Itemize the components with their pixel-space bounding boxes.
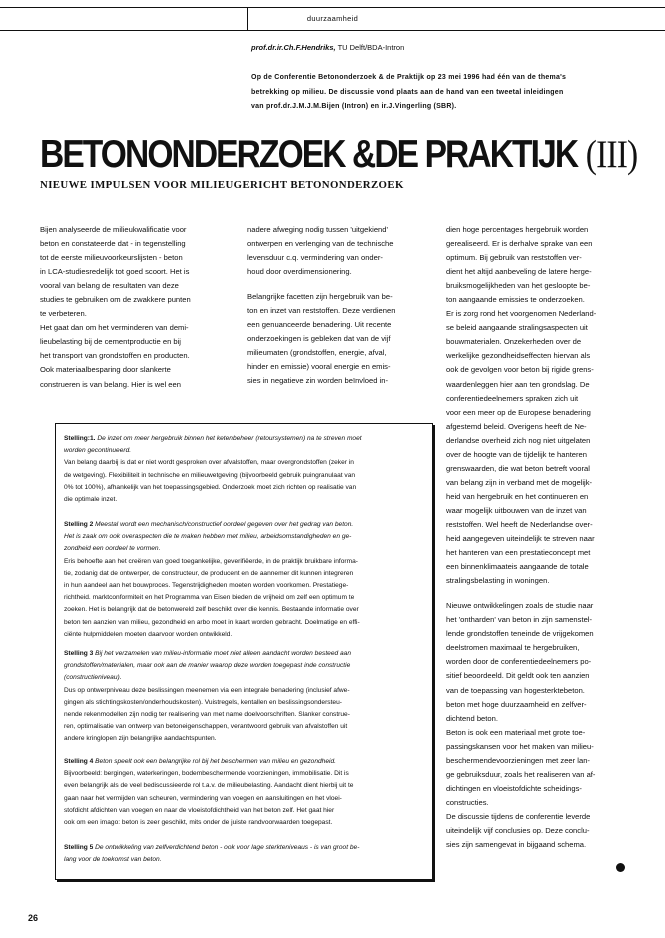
text-line: een genuanceerde benadering. Uit recente <box>247 320 392 330</box>
text-line: ook de gevolgen voor beton bij rigide grens- <box>446 365 594 375</box>
text-line: grenswaarden, die wat beton betreft vooral <box>446 463 590 473</box>
statement-body-line: in hun aandeel aan het bouwproces. Tegenstrijdigheden moeten worden voorkomen. Prestatiege- <box>64 582 349 590</box>
text-line: lende grondstoffen teneinde de vrijgekomen <box>446 629 594 639</box>
text-line: Belangrijke facetten zijn hergebruik van be- <box>247 292 393 302</box>
statement-body-line: beton ten aanzien van milieu, gezondheid en arbo moet in kaart worden gebracht. Doelmatige en effi- <box>64 618 360 626</box>
statement-label: Stelling 2 <box>64 521 94 528</box>
statement-body-line: Bijvoorbeeld: bergingen, waterkeringen, bodembeschermende voorzieningen, immobilisatie. Dit is <box>64 770 349 778</box>
text-line: se beleid aangaande stralingsaspecten uit <box>446 323 588 333</box>
statement-body-line: ook om een imago: beton is zeer geschikt, mits onder de juiste randvoorwaarden toegepast. <box>64 819 333 827</box>
text-line: passingskansen voor het maken van milieu- <box>446 741 594 751</box>
statement-body-line: richtheid. marktconformiteit en het Programma van Eisen bieden de vrijheid om zelf een optimum te <box>64 594 355 602</box>
text-line: Er is zorg rond het voorgenomen Nederland- <box>446 309 597 319</box>
section-label: duurzaamheid <box>306 14 359 23</box>
text-line: levensduur c.q. vermindering van onder- <box>247 253 383 263</box>
statement-text: grondstoffen/materialen, maar ook aan de manier waarop deze worden toegepast inde constructie <box>64 662 351 670</box>
statement-label: Stelling 3 <box>64 650 94 657</box>
article-subtitle: NIEUWE IMPULSEN VOOR MILIEUGERICHT BETONONDERZOEK <box>40 179 404 191</box>
statement-body-line: Dus op ontwerpniveau deze beslissingen meenemen via een integrale benadering (inclusief afwe- <box>64 686 350 694</box>
statement-body-line: zoeken. Het is belangrijk dat de betonwereld zelf beschikt over die kennis. Bestaande informatie over <box>64 606 359 614</box>
text-line: een binnenklimaateis aangaande de totale <box>446 562 589 572</box>
title-main: BETONONDERZOEK &DE PRAKTIJK <box>40 133 578 176</box>
text-line: deelstromen maximaal te hergebruiken, <box>446 643 580 653</box>
statement-body-line: stofdicht afdichten van voegen en naar de vloeistofdichtheid van het beton zelf. Het gaat hier <box>64 806 335 814</box>
statement-1 <box>64 433 362 506</box>
text-line: constructies. <box>446 797 489 807</box>
text-line: Ook materiaalbesparing door slankerte <box>40 365 171 375</box>
text-line: worden door de conferentiedeelnemers po- <box>446 657 592 667</box>
statement-heading-line <box>64 543 360 555</box>
statement-body-line: gingen als stichtingskosten/onderhoudskosten). Vuistregels, kentallen en beslissingsondersteu- <box>64 698 342 706</box>
text-line: sies in negatieve zin worden beïnvloed in- <box>247 376 388 386</box>
statement-heading-line <box>64 672 351 684</box>
statement-label: Stelling:1. <box>64 435 96 442</box>
text-line: vooral van belang de resultaten van deze <box>40 281 179 291</box>
text-line: van de toepassing van hogesterktebeton. <box>446 685 585 695</box>
text-line: bruiksmogelijkheden van het gesloopte be- <box>446 281 591 291</box>
text-line: houd door overdimensionering. <box>247 267 352 277</box>
statement-text: worden gecontinueerd. <box>64 447 132 455</box>
statement-heading-line <box>64 445 362 457</box>
statement-body-line: ciënte hulpmiddelen moeten daarvoor worden ontwikkeld. <box>64 630 233 638</box>
text-line: werkelijke gezondheidseffecten hiervan als <box>446 351 591 361</box>
statement-text: Beton speelt ook een belangrijke rol bij het beschermen van milieu en gezondheid. <box>93 758 336 765</box>
statement-heading-line <box>64 433 362 445</box>
statement-body-line: gaan naar het vermijden van scheuren, vermindering van voegen en aansluitingen en het vloei- <box>64 794 342 802</box>
text-line: te verbeteren. <box>40 309 87 319</box>
text-line: tot de eerste milieuvoorkeurslijsten - beton <box>40 253 183 263</box>
text-line: van belang zijn in verband met de mogelijk- <box>446 477 593 487</box>
intro-line: betrekking op milieu. De discussie vond plaats aan de hand van een tweetal inleidingen <box>251 88 564 96</box>
text-line: De discussie tijdens de conferentie leverde <box>446 811 591 821</box>
text-line: dien hoge percentages hergebruik worden <box>446 225 589 234</box>
text-line: lieubelasting bij de cementproductie en bij <box>40 337 181 347</box>
text-line: heid aangegeven uiteindelijk te streven naar <box>446 534 595 544</box>
statement-heading-line <box>64 842 359 854</box>
header-rule-bottom <box>0 30 665 31</box>
text-line: beschermendevoorzieningen met zeer lan- <box>446 755 590 765</box>
text-line: gerealiseerd. Er is derhalve sprake van een <box>446 239 593 249</box>
text-line: sies zijn samengevat in bijgaand schema. <box>446 840 587 850</box>
text-line: uiteindelijk vijf conclusies op. Deze conclu- <box>446 825 590 835</box>
end-mark-bullet <box>616 863 625 872</box>
header-rule-top <box>0 7 665 8</box>
statement-body-line: nende rekenmodellen zijn nodig ter realisering van met name doelvoorschriften. Slanker construe- <box>64 711 350 719</box>
statement-text: Het is zaak om ook overaspecten die te maken hebben met milieu, arbeidsomstandigheden en ge- <box>64 533 352 541</box>
statement-text: lang voor de toekomst van beton. <box>64 856 162 864</box>
article-title <box>40 127 638 182</box>
statement-heading-line <box>64 854 359 866</box>
text-line: derlandse overheid zich nog niet uitgelaten <box>446 435 591 445</box>
statement-text: Meestal wordt een mechanisch/constructief oordeel gegeven over het gedrag van beton. <box>93 521 354 528</box>
statement-body-line: andere kringlopen zijn belangrijke aandachtspunten. <box>64 735 217 743</box>
text-line: beton en constateerde dat - in tegenstelling <box>40 239 186 249</box>
statement-heading-line <box>64 519 360 531</box>
statement-text: De inzet om meer hergebruik binnen het ketenbeheer (retoursystemen) na te streven moet <box>95 435 362 442</box>
statement-label: Stelling 4 <box>64 758 94 765</box>
statement-heading-line <box>64 660 351 672</box>
text-line: hinder en emissie) vooral energie en emis- <box>247 362 391 372</box>
text-line: voor een meer op de Europese benadering <box>446 407 591 417</box>
statement-body-line: even belangrijk als de veel bediscussieerde rol t.a.v. de milieubelasting. Aandacht dient hierbij uit te <box>64 782 354 790</box>
intro-lead <box>251 71 633 115</box>
statement-text: (constructieniveau). <box>64 674 122 682</box>
statement-heading-line <box>64 531 360 543</box>
text-line: reststoffen. Wel heeft de Nederlandse over- <box>446 519 593 529</box>
statement-text: zondheid een oordeel te vormen. <box>64 545 161 553</box>
title-part-number: (III) <box>585 133 638 176</box>
page-number: 26 <box>28 913 39 923</box>
text-line: beton met hoge duurzaamheid en zelfver- <box>446 699 587 709</box>
text-line: Het gaat dan om het verminderen van demi- <box>40 323 189 333</box>
text-line: construeren is van belang. Hier is wel een <box>40 379 181 389</box>
statements-box <box>55 423 433 880</box>
text-line: stralingsbelasting in woningen. <box>446 576 550 586</box>
statement-4 <box>64 756 353 829</box>
text-line: nadere afweging nodig tussen 'uitgekiend' <box>247 225 388 234</box>
statement-heading-line <box>64 756 353 768</box>
text-line: optimum. Bij gebruik van reststoffen ver- <box>446 253 582 263</box>
statement-body-line: ren, optimalisatie van ontwerp van betoneigenschappen, verantwoord gebruik van afvalstoffen uit <box>64 723 348 731</box>
text-line: onderzoekingen is gebleken dat van de vijf <box>247 334 391 344</box>
statement-text: De ontwikkeling van zelfverdichtend beton - ook voor lage sterkteniveaus - is van groot be- <box>93 844 360 851</box>
text-line: in LCA-studiesredelijk tot goed scoort. Het is <box>40 267 190 277</box>
text-line: Bijen analyseerde de milieukwalificatie voor <box>40 225 187 234</box>
statement-heading-line <box>64 648 351 660</box>
statement-label: Stelling 5 <box>64 844 94 851</box>
statement-2 <box>64 519 360 641</box>
author-affiliation: TU Delft/BDA-Intron <box>337 43 405 52</box>
statement-body-line: tie, zodanig dat de ontwerper, de constructeur, de producent en de aannemer dit kunnen integreren <box>64 569 354 577</box>
text-line: ton aangaande emissies te onderzoeken. <box>446 295 585 305</box>
text-column-2 <box>247 223 437 389</box>
text-line: waardenleggen hier aan ten grondslag. De <box>446 379 590 389</box>
text-line <box>247 279 437 290</box>
author-name: prof.dr.ir.Ch.F.Hendriks, <box>251 43 336 52</box>
text-line: Beton is ook een materiaal met grote toe- <box>446 727 586 737</box>
text-line: ontwerpen en verlenging van de technische <box>247 239 394 249</box>
text-line: conferentiedeelnemers spraken zich uit <box>446 393 579 403</box>
intro-line: Op de Conferentie Betononderzoek & de Praktijk op 23 mei 1996 had één van de thema's <box>251 74 567 81</box>
header-vertical-rule <box>247 7 248 31</box>
statement-3 <box>64 648 351 746</box>
text-column-3 <box>446 223 638 852</box>
text-line: het 'ontharden' van beton in zijn samenstel- <box>446 615 593 625</box>
text-line: ge gebruiksduur, zoals het realiseren van af- <box>446 769 596 779</box>
text-line: waar mogelijk uitbouwen van de inzet van <box>446 505 587 515</box>
statement-body-line: 0% tot 100%), afhankelijk van het toepassingsgebied. Onderzoek moet zich richten op realisatie van <box>64 483 357 491</box>
statement-text: Bij het verzamelen van milieu-informatie moet niet alleen aandacht worden besteed aan <box>93 650 351 657</box>
author-line <box>251 43 404 52</box>
text-line: dichtingen en vloeistofdichte scheidings- <box>446 783 582 793</box>
text-line: ton en inzet van reststoffen. Deze verdienen <box>247 306 396 316</box>
intro-line: van prof.dr.J.M.J.M.Bijen (Intron) en ir.J.Vingerling (SBR). <box>251 103 457 111</box>
text-line <box>446 588 638 599</box>
statement-body-line: die optimale inzet. <box>64 496 118 504</box>
text-line: het hanteren van een prestatieconcept met <box>446 548 591 558</box>
text-column-1 <box>40 223 236 392</box>
text-line: Nieuwe ontwikkelingen zoals de studie naar <box>446 601 594 611</box>
statement-body-line: Eris behoefte aan het creëren van goed toegankelijke, geverifiëerde, in de praktijk bruikbare informa- <box>64 557 358 565</box>
text-line: het transport van grondstoffen en producten. <box>40 351 190 361</box>
text-line: milieumaten (grondstoffen, energie, afval, <box>247 348 387 358</box>
text-line: over de hoogte van de tijdelijk te hanteren <box>446 449 588 459</box>
text-line: afgestemd beleid. Overigens heeft de Ne- <box>446 421 587 431</box>
text-line: dient het altijd aanbeveling de latere herge- <box>446 267 592 277</box>
statement-body-line: de wetgeving). Flexibiliteit in technische en milieuwetgeving (bijvoorbeeld gebruik puingranulaat van <box>64 471 356 479</box>
text-line: sitief beoordeeld. Dit geldt ook ten aanzien <box>446 671 590 681</box>
text-line: studies te gebruiken om de zwakkere punten <box>40 295 191 305</box>
statement-5 <box>64 842 359 866</box>
text-line: heid van hergebruik en het continueren en <box>446 491 589 501</box>
statement-body-line: Van belang daarbij is dat er niet wordt gesproken over afvalstoffen, maar overgrondstoffen (zeker in <box>64 459 354 467</box>
text-line: bouwmaterialen. Onzekerheden over de <box>446 337 582 347</box>
text-line: dichtend beton. <box>446 713 498 723</box>
